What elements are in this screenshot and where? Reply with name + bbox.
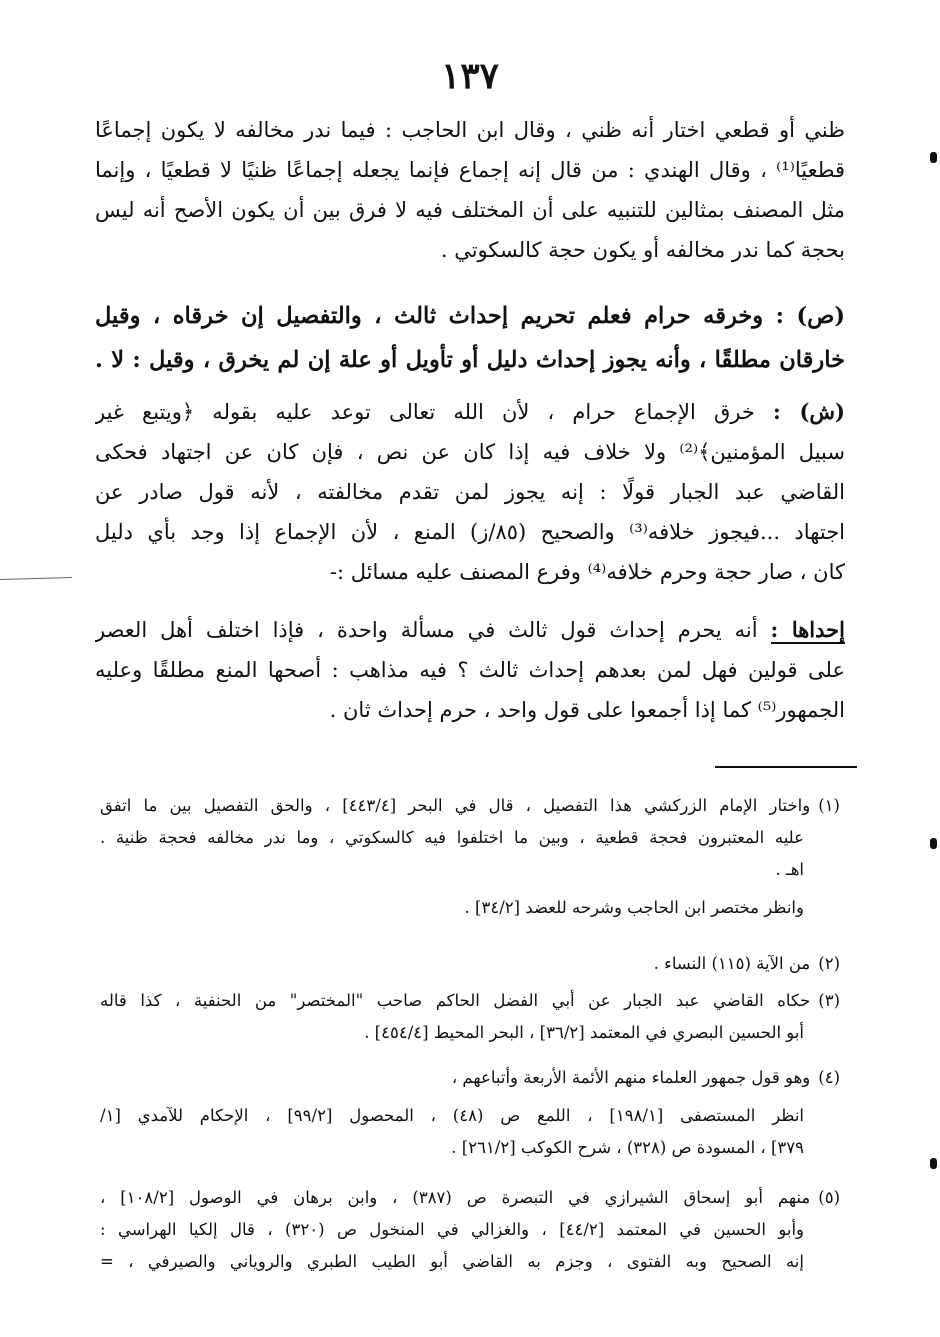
footnote-number: (٥)	[818, 1188, 840, 1207]
text-line	[95, 610, 845, 650]
footnote-2	[100, 948, 840, 980]
footnote-text: من الآية (١١٥) النساء .	[653, 954, 811, 973]
footnote-text: وهو قول جمهور العلماء منهم الأئمة الأربعة وأتباعهم ،	[451, 1068, 811, 1087]
footnote-line: وأبو الحسين في المعتمد [٤٤/٢] ، والغزالي في المنخول ص (٣٢٠) ، قال إلكيا الهراسي :	[100, 1220, 804, 1239]
commentary-marker: (ش) :	[772, 399, 845, 424]
text-line: على قولين فهل لمن بعدهم إحداث ثالث ؟ فيه مذاهب : أصحها المنع مطلقًا وعليه	[95, 658, 845, 682]
footnote-separator	[715, 766, 857, 768]
text-line: قطعيًا⁽¹⁾ ، وقال الهندي : من قال إنه إجماع فإنما يجعله إجماعًا ظنيًا لا قطعيًا ، وإنما	[95, 158, 845, 182]
footnote-number: (٣)	[818, 991, 840, 1010]
footnote-line	[100, 1182, 840, 1214]
issue-heading: إحداها :	[770, 617, 845, 642]
footnote-5	[100, 1182, 840, 1278]
page-number: ١٣٧	[440, 55, 499, 97]
text-line: سبيل المؤمنين﴾⁽²⁾ ولا خلاف فيه إذا كان عن نص ، فإن كان عن اجتهاد فحكى	[95, 440, 845, 464]
scan-line	[0, 577, 72, 580]
text-line: (ص) : وخرقه حرام فعلم تحريم إحداث ثالث ، والتفصيل إن خرقاه ، وقيل	[95, 303, 845, 329]
footnote-line: اهـ .	[775, 860, 804, 879]
footnote-1	[100, 790, 840, 924]
footnote-line: وانظر مختصر ابن الحاجب وشرحه للعضد [٣٤/٢] .	[464, 898, 804, 917]
footnote-line	[100, 948, 840, 980]
footnote-number: (٢)	[818, 954, 840, 973]
matn-text	[95, 294, 845, 382]
margin-mark	[930, 1158, 937, 1169]
commentary-paragraph	[95, 392, 845, 592]
footnote-text: واختار الإمام الزركشي هذا التفصيل ، قال في البحر [٤٤٣/٤] ، والحق التفصيل بين ما اتفق	[100, 796, 811, 815]
text-line: كان ، صار حجة وحرم خلافه⁽⁴⁾ وفرع المصنف عليه مسائل :-	[329, 560, 845, 584]
text-line: القاضي عبد الجبار قولًا : إنه يجوز لمن تقدم مخالفته ، لأنه قول صادر عن	[95, 480, 845, 504]
margin-mark	[930, 152, 937, 163]
text-line	[95, 392, 845, 432]
text-line: الجمهور⁽⁵⁾ كما إذا أجمعوا على قول واحد ، حرم إحداث ثان .	[329, 698, 845, 722]
text-run: خرق الإجماع حرام ، لأن الله تعالى توعد عليه بقوله ﴿ويتبع غير	[95, 400, 773, 424]
footnote-3	[100, 985, 840, 1049]
footnote-line: عليه المعتبرون فحجة قطعية ، وبين ما اختلفوا فيه كالسكوتي ، وما ندر مخالفه فحجة ظنية .	[100, 828, 804, 847]
footnote-line: ٣٧٩] ، المسودة ص (٣٢٨) ، شرح الكوكب [٢٦١/٢] .	[451, 1138, 804, 1157]
text-line: اجتهاد ...فيجوز خلافه⁽³⁾ والصحيح (٨٥/ز) المنع ، لأن الإجماع إذا وجد بأي دليل	[95, 520, 845, 544]
footnote-4	[100, 1062, 840, 1164]
footnote-line	[100, 1062, 840, 1094]
footnote-text: منهم أبو إسحاق الشيرازي في التبصرة ص (٣٨٧) ، وابن برهان في الوصول [١٠٨/٢] ،	[100, 1188, 811, 1207]
footnote-number: (٤)	[818, 1068, 840, 1087]
paragraph-intro	[95, 110, 845, 270]
text-line: مثل المصنف بمثالين للتنبيه على أن المختلف فيه لا فرق بين أن يكون الأصح أنه ليس	[95, 198, 845, 222]
footnote-line	[100, 790, 840, 822]
text-line: خارقان مطلقًا ، وأنه يجوز إحداث دليل أو تأويل أو علة إن لم يخرق ، وقيل : لا .	[95, 347, 845, 373]
text-run: أنه يحرم إحداث قول ثالث في مسألة واحدة ، فإذا اختلف أهل العصر	[95, 618, 771, 642]
footnote-line: أبو الحسين البصري في المعتمد [٣٦/٢] ، البحر المحيط [٤٥٤/٤] .	[364, 1023, 804, 1042]
footnote-text: حكاه القاضي عبد الجبار عن أبي الفضل الحاكم صاحب "المختصر" من الحنفية ، كذا قاله	[100, 991, 811, 1010]
footnote-line: إنه الصحيح وبه الفتوى ، وجزم به القاضي أبو الطيب الطبري والروياني والصيرفي ، =	[100, 1252, 804, 1271]
text-line: ظني أو قطعي اختار أنه ظني ، وقال ابن الحاجب : فيما ندر مخالفه لا يكون إجماعًا	[95, 118, 845, 142]
footnote-line	[100, 985, 840, 1017]
footnote-number: (١)	[818, 796, 840, 815]
text-line: بحجة كما ندر مخالفه أو يكون حجة كالسكوتي .	[440, 238, 845, 262]
footnote-line: انظر المستصفى [١٩٨/١] ، اللمع ص (٤٨) ، المحصول [٩٩/٢] ، الإحكام للآمدي [١/	[100, 1106, 805, 1125]
margin-mark	[930, 838, 937, 849]
issue-one-paragraph	[95, 610, 845, 730]
